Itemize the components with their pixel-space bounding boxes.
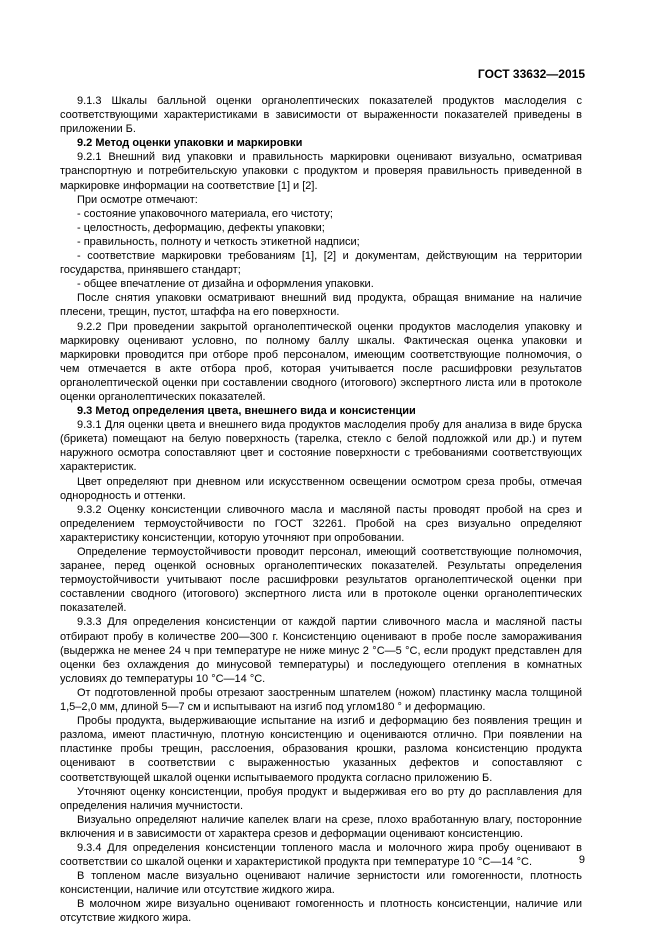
document-id-header: ГОСТ 33632—2015: [477, 67, 585, 81]
paragraph: В молочном жире визуально оценивают гомогенность и плотность консистенции, наличие или отсутствие жидкого жира.: [60, 898, 582, 925]
paragraph: 9.3.4 Для определения консистенции топленого масла и молочного жира пробу оценивают в соответствии со шкалой оценки и характеристикой продукта при температуре 10 °С—14 °С.: [60, 841, 582, 869]
paragraph: 9.2.2 При проведении закрытой органолептической оценки продуктов маслоделия упаковку и маркировку оценивают условно, по полному баллу шкалы. Фактическая оценка упаковки и маркировки проводится при отборе проб персоналом, имеющим соответствующие полномочия, о чем отмечается в акте отбора проб, которая учитывается после расшифровки результатов органолептической оценки при составлении сводного (итогового) экспертного листа или в протоколе оценки органолептических показателей.: [60, 320, 582, 403]
paragraph: 9.3.2 Оценку консистенции сливочного масла и масляной пасты проводят пробой на срез и определением термоустойчивости по ГОСТ 32261. Пробой на срез визуально определяют характеристику консистенции, которую уточняют при опробовании.: [60, 503, 582, 544]
paragraph: - состояние упаковочного материала, его чистоту;: [77, 207, 333, 220]
paragraph: - общее впечатление от дизайна и оформления упаковки.: [77, 278, 374, 291]
paragraph: - соответствие маркировки требованиям [1], [2] и документам, действующим на территории государства, принявшего стандарт;: [60, 250, 582, 277]
paragraph: - правильность, полноту и четкость этикетной надписи;: [77, 235, 360, 248]
paragraph: Цвет определяют при дневном или искусственном освещении осмотром среза пробы, отмечая однородность и оттенки.: [60, 475, 582, 502]
paragraph: 9.2.1 Внешний вид упаковки и правильность маркировки оценивают визуально, осматривая транспортную и потребительскую упаковки с продуктом и проверяя правильность приведенной в маркировке информации на соответствие [1] и [2].: [60, 151, 582, 192]
paragraph: 9.3.3 Для определения консистенции от каждой партии сливочного масла и масляной пасты отбирают пробу в количестве 200—300 г. Консистенцию оценивают в пробе после замораживания (выдержка не менее 24 ч при температуре не ниже минус 2 °С—5 °С, если продукт представлен для оценки без охлаждения до минусовой температуры) и последующего отепления в комнатных условиях до температуры 10 °С—14 °С.: [60, 616, 582, 685]
paragraph: Визуально определяют наличие капелек влаги на срезе, плохо вработанную влагу, посторонние включения и в зависимости от характера срезов и деформации оценивают консистенцию.: [60, 813, 582, 840]
paragraph: Пробы продукта, выдерживающие испытание на изгиб и деформацию без появления трещин и разлома, имеют пластичную, плотную консистенцию и оцениваются отлично. При появлении на пластинке пробы трещин, расслоения, образования крошки, разлома консистенцию продукта оценивают в соответствии с выраженностью указанных дефектов и сопоставляют с соответствующей шкалой оценки испытываемого продукта согласно приложению Б.: [60, 715, 582, 784]
paragraph: В топленом масле визуально оценивают наличие зернистости или гомогенности, плотность консистенции, наличие или отсутствие жидкого жира.: [60, 870, 582, 897]
page-number: 9: [578, 854, 585, 866]
section-heading: 9.2 Метод оценки упаковки и маркировки: [77, 137, 303, 150]
paragraph: Определение термоустойчивости проводит персонал, имеющий соответствующие полномочия, заранее, перед оценкой основных органолептических показателей. Результаты определения термоустойчивости учитывают после расшифровки результатов органолептической оценки при составлении сводного (итогового) экспертного листа или в протоколе оценки органолептических показателей.: [60, 546, 582, 615]
paragraph: 9.1.3 Шкалы балльной оценки органолептических показателей продуктов маслоделия с соответствующими характеристиками в зависимости от выраженности показателей приведены в приложении Б.: [60, 95, 582, 136]
paragraph: После снятия упаковки осматривают внешний вид продукта, обращая внимание на наличие плесени, трещин, пустот, штаффа на его поверхности.: [60, 292, 582, 319]
section-heading: 9.3 Метод определения цвета, внешнего вида и консистенции: [77, 405, 416, 418]
paragraph: Уточняют оценку консистенции, пробуя продукт и выдерживая его во рту до расплавления для определения наличия мучнистости.: [60, 785, 582, 812]
paragraph: 9.3.1 Для оценки цвета и внешнего вида продуктов маслоделия пробу для анализа в виде бруска (брикета) помещают на белую поверхность (тарелка, стекло с белой подложкой или др.) и путем наружного осмотра сопоставляют цвет и состояние поверхности с требованиями соответствующих характеристик.: [60, 419, 582, 474]
document-body: [60, 94, 582, 926]
paragraph: - целостность, деформацию, дефекты упаковки;: [77, 221, 325, 234]
paragraph: От подготовленной пробы отрезают заостренным шпателем (ножом) пластинку масла толщиной 1,5–2,0 мм, длиной 5—7 см и испытывают на изгиб под углом180 ° и деформацию.: [60, 686, 582, 714]
paragraph: При осмотре отмечают:: [77, 193, 198, 206]
